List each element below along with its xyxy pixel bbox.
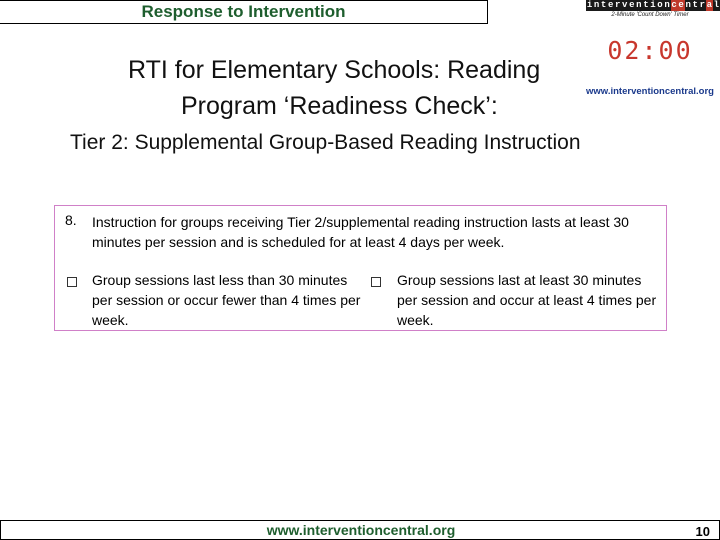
option2-label: Group sessions last at least 30 minutes per session and occur at least 4 times per week. bbox=[397, 272, 657, 328]
logo-letter: e bbox=[629, 0, 635, 10]
checklist-panel bbox=[54, 205, 667, 331]
logo-letter: v bbox=[622, 0, 628, 10]
footer-url[interactable]: www.interventioncentral.org bbox=[266, 522, 456, 538]
logo-letter: i bbox=[586, 0, 593, 10]
logo-letter: e bbox=[607, 0, 614, 10]
slide-title-line2: Program ‘Readiness Check’: bbox=[181, 92, 498, 120]
logo-letter: c bbox=[671, 0, 677, 10]
logo-letter: n bbox=[664, 0, 670, 10]
logo-letter: o bbox=[657, 0, 663, 10]
item-text: Instruction for groups receiving Tier 2/supplemental reading instruction lasts at least 30 minutes per session and is scheduled for at least 4 days per week. bbox=[92, 214, 629, 250]
logo-letter: n bbox=[685, 0, 691, 10]
item-number: 8. bbox=[65, 212, 77, 228]
logo-letter: t bbox=[692, 0, 698, 10]
page-number: 10 bbox=[695, 524, 710, 539]
logo-letter: e bbox=[678, 0, 684, 10]
header-bar bbox=[0, 0, 488, 24]
logo-letter: a bbox=[706, 0, 713, 10]
logo-letter: l bbox=[713, 0, 720, 10]
countdown-timer: 02:00 bbox=[607, 36, 693, 65]
option1-label: Group sessions last less than 30 minutes per session or occur fewer than 4 times per week. bbox=[92, 272, 361, 328]
logo-letter: n bbox=[593, 0, 600, 10]
header-title: Response to Intervention bbox=[141, 2, 346, 21]
slide-title-line1: RTI for Elementary Schools: Reading bbox=[128, 56, 541, 84]
footer-bar bbox=[0, 520, 720, 540]
option1-checkbox[interactable] bbox=[67, 277, 77, 287]
logo-letter: r bbox=[699, 0, 705, 10]
interventioncentral-logo bbox=[586, 0, 720, 11]
timer-widget bbox=[580, 0, 720, 104]
logo-letter: t bbox=[600, 0, 607, 10]
widget-url: www.interventioncentral.org bbox=[586, 86, 714, 97]
logo-letter: r bbox=[615, 0, 621, 10]
logo-letter: n bbox=[636, 0, 642, 10]
timer-subtitle: 2-Minute 'Count Down' Timer bbox=[611, 12, 689, 18]
option2-checkbox[interactable] bbox=[371, 277, 381, 287]
slide-subtitle: Tier 2: Supplemental Group-Based Reading Instruction bbox=[70, 131, 581, 154]
logo-letter: i bbox=[650, 0, 656, 10]
logo-letter: t bbox=[643, 0, 649, 10]
